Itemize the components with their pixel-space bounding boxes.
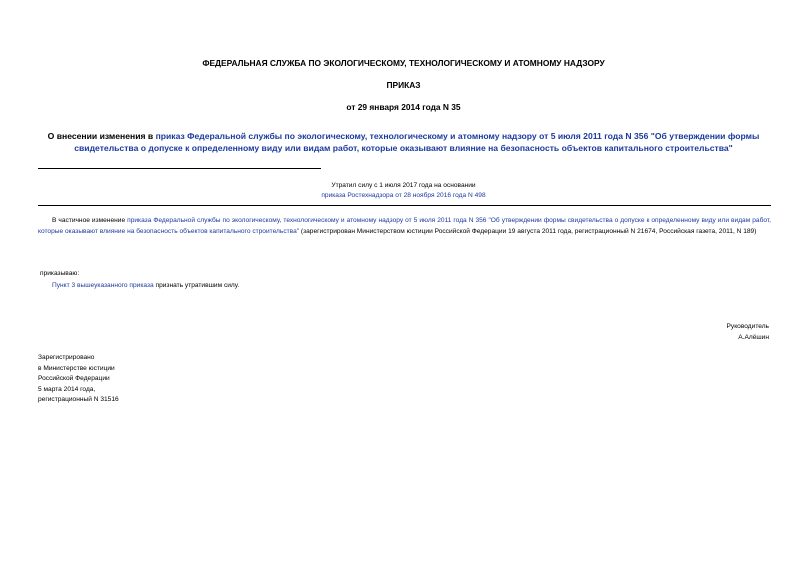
registration-line: в Министерстве юстиции	[38, 364, 115, 372]
order-word: приказываю:	[40, 270, 80, 277]
repeal-order-link[interactable]: приказа Ростехнадзора от 28 ноября 2016 года N 498	[321, 192, 486, 199]
signature-position: Руководитель	[726, 323, 769, 330]
agency-name: ФЕДЕРАЛЬНАЯ СЛУЖБА ПО ЭКОЛОГИЧЕСКОМУ, ТЕХНОЛОГИЧЕСКОМУ И АТОМНОМУ НАДЗОРУ	[202, 58, 605, 68]
doc-title-link[interactable]: приказ Федеральной службы по экологическому, технологическому и атомному надзору от 5 июля 2011 года N 356 "Об утверждении формы свидетельства о допуске к определенному виду или видам работ, которые оказывают влияние на безопасность объектов капитального строительства"	[74, 131, 760, 153]
preamble-suffix: (зарегистрирован Министерством юстиции Российской Федерации 19 августа 2011 года, регистрационный N 21674, Российская газета, 2011, N 189)	[299, 227, 757, 235]
preamble-prefix: В частичное изменение	[52, 217, 128, 224]
order-item-suffix: признать утратившим силу.	[153, 282, 240, 289]
order-item-link[interactable]: Пункт 3 вышеуказанного приказа	[52, 282, 154, 289]
repeal-note-line: Утратил силу с 1 июля 2017 года на основании	[331, 182, 476, 189]
signature-name: А.Алёшин	[738, 334, 769, 341]
divider-top	[38, 168, 321, 169]
doc-date-number: от 29 января 2014 года N 35	[346, 102, 461, 112]
registration-block	[38, 353, 119, 406]
divider-bottom	[38, 205, 771, 206]
doc-title	[38, 130, 769, 154]
registration-line: Зарегистрировано	[38, 354, 95, 361]
registration-line: регистрационный N 31516	[38, 396, 119, 403]
doc-type: ПРИКАЗ	[386, 80, 421, 90]
repeal-note-link-row	[0, 191, 807, 201]
doc-title-prefix: О внесении изменения в	[47, 131, 156, 141]
preamble-paragraph	[38, 216, 771, 237]
registration-line: Российской Федерации	[38, 375, 110, 382]
preamble-link[interactable]: приказа Федеральной службы по экологическому, технологическому и атомному надзору от 5 июля 2011 года N 356 "Об утверждении формы свидетельства о допуске к определенному виду или видам работ, которые оказывают влияние на безопасность объектов капитального строительства"	[38, 217, 771, 235]
order-item	[52, 281, 239, 292]
registration-line: 5 марта 2014 года,	[38, 385, 96, 393]
